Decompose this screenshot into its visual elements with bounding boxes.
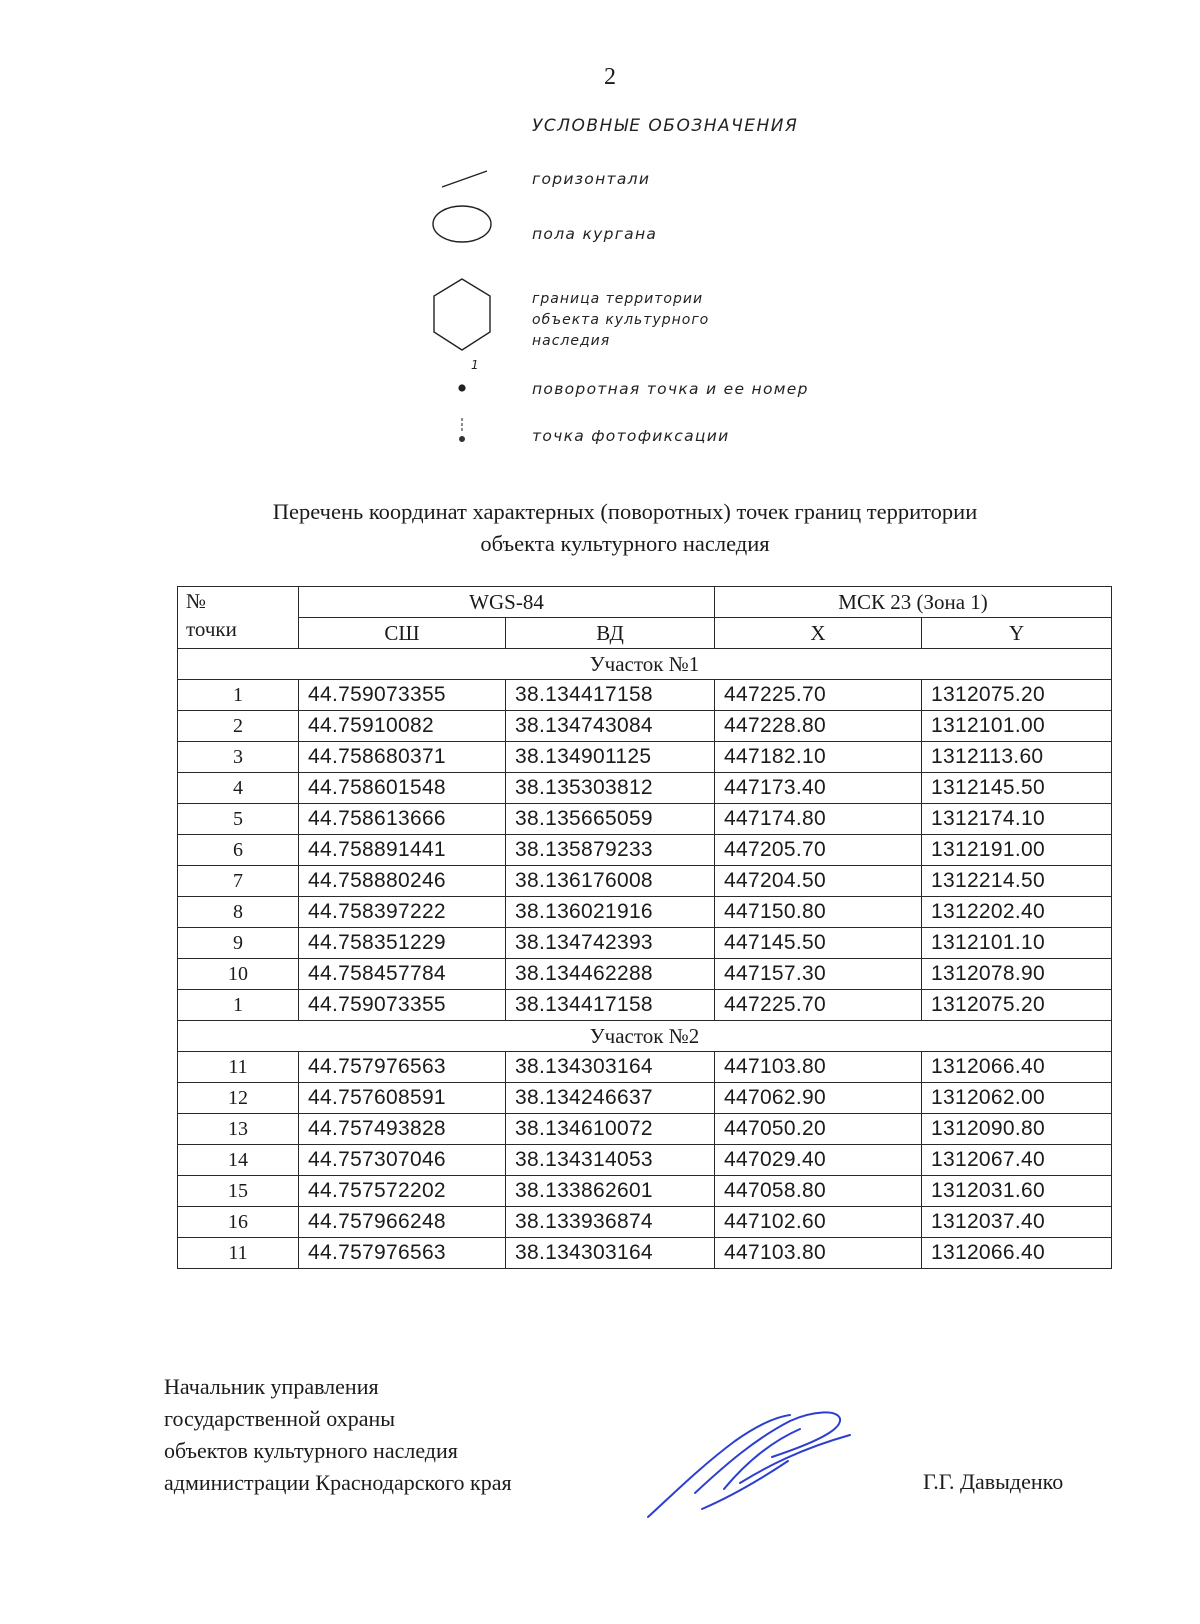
table-title <box>150 496 1100 560</box>
legend-label-mound-floor: пола кургана <box>532 225 658 243</box>
point-number: 5 <box>178 804 299 835</box>
header-num-sign: № <box>186 589 207 613</box>
header-point-number <box>178 587 299 649</box>
table-row <box>178 990 1112 1021</box>
x-cell: 447103.80 <box>715 1238 922 1269</box>
latitude-cell: 44.757307046 <box>299 1145 506 1176</box>
y-cell: 1312174.10 <box>922 804 1112 835</box>
longitude-cell: 38.133936874 <box>506 1207 715 1238</box>
longitude-cell: 38.135665059 <box>506 804 715 835</box>
hexagon-icon <box>430 276 494 354</box>
point-number: 8 <box>178 897 299 928</box>
point-number: 6 <box>178 835 299 866</box>
table-row <box>178 1083 1112 1114</box>
y-cell: 1312075.20 <box>922 680 1112 711</box>
x-cell: 447228.80 <box>715 711 922 742</box>
ellipse-icon <box>430 202 494 246</box>
point-number: 11 <box>178 1238 299 1269</box>
y-cell: 1312075.20 <box>922 990 1112 1021</box>
legend-title: УСЛОВНЫЕ ОБОЗНАЧЕНИЯ <box>532 116 799 136</box>
latitude-cell: 44.758613666 <box>299 804 506 835</box>
point-number: 10 <box>178 959 299 990</box>
x-cell: 447103.80 <box>715 1052 922 1083</box>
x-cell: 447205.70 <box>715 835 922 866</box>
latitude-cell: 44.75910082 <box>299 711 506 742</box>
handwritten-signature <box>640 1405 880 1525</box>
x-cell: 447173.40 <box>715 773 922 804</box>
signatory-name: Г.Г. Давыденко <box>923 1469 1064 1494</box>
y-cell: 1312031.60 <box>922 1176 1112 1207</box>
legend-label-turning-point: поворотная точка и ее номер <box>532 380 809 398</box>
longitude-cell: 38.133862601 <box>506 1176 715 1207</box>
table-row <box>178 1145 1112 1176</box>
x-cell: 447204.50 <box>715 866 922 897</box>
table-row <box>178 959 1112 990</box>
longitude-cell: 38.134303164 <box>506 1238 715 1269</box>
y-cell: 1312090.80 <box>922 1114 1112 1145</box>
longitude-cell: 38.134743084 <box>506 711 715 742</box>
y-cell: 1312066.40 <box>922 1052 1112 1083</box>
x-cell: 447058.80 <box>715 1176 922 1207</box>
x-cell: 447174.80 <box>715 804 922 835</box>
longitude-cell: 38.136021916 <box>506 897 715 928</box>
contour-line-icon <box>440 168 490 190</box>
x-cell: 447225.70 <box>715 990 922 1021</box>
point-number: 11 <box>178 1052 299 1083</box>
point-number: 16 <box>178 1207 299 1238</box>
table-row <box>178 804 1112 835</box>
x-cell: 447182.10 <box>715 742 922 773</box>
legend-label-line: граница территории <box>532 291 704 307</box>
longitude-cell: 38.134417158 <box>506 680 715 711</box>
table-header-row <box>178 618 1112 649</box>
table-header-row <box>178 587 1112 618</box>
y-cell: 1312214.50 <box>922 866 1112 897</box>
position-line: администрации Краснодарского края <box>164 1470 512 1495</box>
longitude-cell: 38.134610072 <box>506 1114 715 1145</box>
y-cell: 1312202.40 <box>922 897 1112 928</box>
longitude-cell: 38.134901125 <box>506 742 715 773</box>
latitude-cell: 44.757976563 <box>299 1238 506 1269</box>
y-cell: 1312067.40 <box>922 1145 1112 1176</box>
y-cell: 1312145.50 <box>922 773 1112 804</box>
y-cell: 1312191.00 <box>922 835 1112 866</box>
table-title-line: объекта культурного наследия <box>480 531 770 556</box>
header-longitude: ВД <box>506 618 715 649</box>
point-number: 4 <box>178 773 299 804</box>
y-cell: 1312037.40 <box>922 1207 1112 1238</box>
x-cell: 447145.50 <box>715 928 922 959</box>
x-cell: 447050.20 <box>715 1114 922 1145</box>
legend-label-line: объекта культурного <box>532 312 710 328</box>
latitude-cell: 44.758457784 <box>299 959 506 990</box>
latitude-cell: 44.758601548 <box>299 773 506 804</box>
table-row <box>178 742 1112 773</box>
page-number: 2 <box>604 64 616 90</box>
longitude-cell: 38.134462288 <box>506 959 715 990</box>
longitude-cell: 38.136176008 <box>506 866 715 897</box>
y-cell: 1312062.00 <box>922 1083 1112 1114</box>
longitude-cell: 38.134314053 <box>506 1145 715 1176</box>
x-cell: 447062.90 <box>715 1083 922 1114</box>
longitude-cell: 38.134742393 <box>506 928 715 959</box>
header-x: X <box>715 618 922 649</box>
point-number: 13 <box>178 1114 299 1145</box>
table-row <box>178 773 1112 804</box>
y-cell: 1312101.00 <box>922 711 1112 742</box>
photo-point-icon <box>455 416 469 446</box>
legend-label-line: наследия <box>532 333 611 349</box>
longitude-cell: 38.134303164 <box>506 1052 715 1083</box>
table-row <box>178 1238 1112 1269</box>
coordinates-table <box>177 586 1112 1269</box>
header-latitude: СШ <box>299 618 506 649</box>
y-cell: 1312101.10 <box>922 928 1112 959</box>
latitude-cell: 44.759073355 <box>299 680 506 711</box>
x-cell: 447102.60 <box>715 1207 922 1238</box>
table-title-line: Перечень координат характерных (поворотных) точек границ территории <box>272 499 978 524</box>
point-number: 1 <box>178 680 299 711</box>
table-row <box>178 1114 1112 1145</box>
position-line: объектов культурного наследия <box>164 1438 458 1463</box>
latitude-cell: 44.758351229 <box>299 928 506 959</box>
table-row <box>178 928 1112 959</box>
section-row <box>178 1021 1112 1052</box>
legend-label-photo-point: точка фотофиксации <box>532 427 730 445</box>
y-cell: 1312078.90 <box>922 959 1112 990</box>
latitude-cell: 44.757493828 <box>299 1114 506 1145</box>
longitude-cell: 38.134246637 <box>506 1083 715 1114</box>
latitude-cell: 44.757966248 <box>299 1207 506 1238</box>
latitude-cell: 44.757608591 <box>299 1083 506 1114</box>
legend-label-contours: горизонтали <box>532 170 651 188</box>
latitude-cell: 44.758680371 <box>299 742 506 773</box>
table-row <box>178 680 1112 711</box>
table-row <box>178 1052 1112 1083</box>
longitude-cell: 38.135303812 <box>506 773 715 804</box>
latitude-cell: 44.759073355 <box>299 990 506 1021</box>
coordinates-table-body <box>178 649 1112 1269</box>
latitude-cell: 44.758397222 <box>299 897 506 928</box>
table-row <box>178 897 1112 928</box>
legend-label-territory-boundary <box>532 289 709 352</box>
longitude-cell: 38.135879233 <box>506 835 715 866</box>
table-row <box>178 1207 1112 1238</box>
point-number: 7 <box>178 866 299 897</box>
table-row <box>178 835 1112 866</box>
x-cell: 447150.80 <box>715 897 922 928</box>
point-number: 1 <box>178 990 299 1021</box>
signatory-position <box>164 1371 512 1499</box>
point-number: 3 <box>178 742 299 773</box>
x-cell: 447225.70 <box>715 680 922 711</box>
header-num-word: точки <box>186 617 237 641</box>
x-cell: 447157.30 <box>715 959 922 990</box>
latitude-cell: 44.757976563 <box>299 1052 506 1083</box>
point-number: 14 <box>178 1145 299 1176</box>
point-number: 2 <box>178 711 299 742</box>
table-row <box>178 711 1112 742</box>
y-cell: 1312113.60 <box>922 742 1112 773</box>
section-row <box>178 649 1112 680</box>
header-wgs84: WGS-84 <box>299 587 715 618</box>
point-number: 15 <box>178 1176 299 1207</box>
table-row <box>178 866 1112 897</box>
turning-point-number: 1 <box>471 358 479 372</box>
header-msk23: МСК 23 (Зона 1) <box>715 587 1112 618</box>
header-y: Y <box>922 618 1112 649</box>
position-line: государственной охраны <box>164 1406 396 1431</box>
x-cell: 447029.40 <box>715 1145 922 1176</box>
latitude-cell: 44.758891441 <box>299 835 506 866</box>
latitude-cell: 44.758880246 <box>299 866 506 897</box>
latitude-cell: 44.757572202 <box>299 1176 506 1207</box>
point-number: 12 <box>178 1083 299 1114</box>
longitude-cell: 38.134417158 <box>506 990 715 1021</box>
section-title: Участок №1 <box>178 649 1112 680</box>
y-cell: 1312066.40 <box>922 1238 1112 1269</box>
section-title: Участок №2 <box>178 1021 1112 1052</box>
point-number: 9 <box>178 928 299 959</box>
turning-point-icon <box>456 382 468 394</box>
table-row <box>178 1176 1112 1207</box>
position-line: Начальник управления <box>164 1374 379 1399</box>
